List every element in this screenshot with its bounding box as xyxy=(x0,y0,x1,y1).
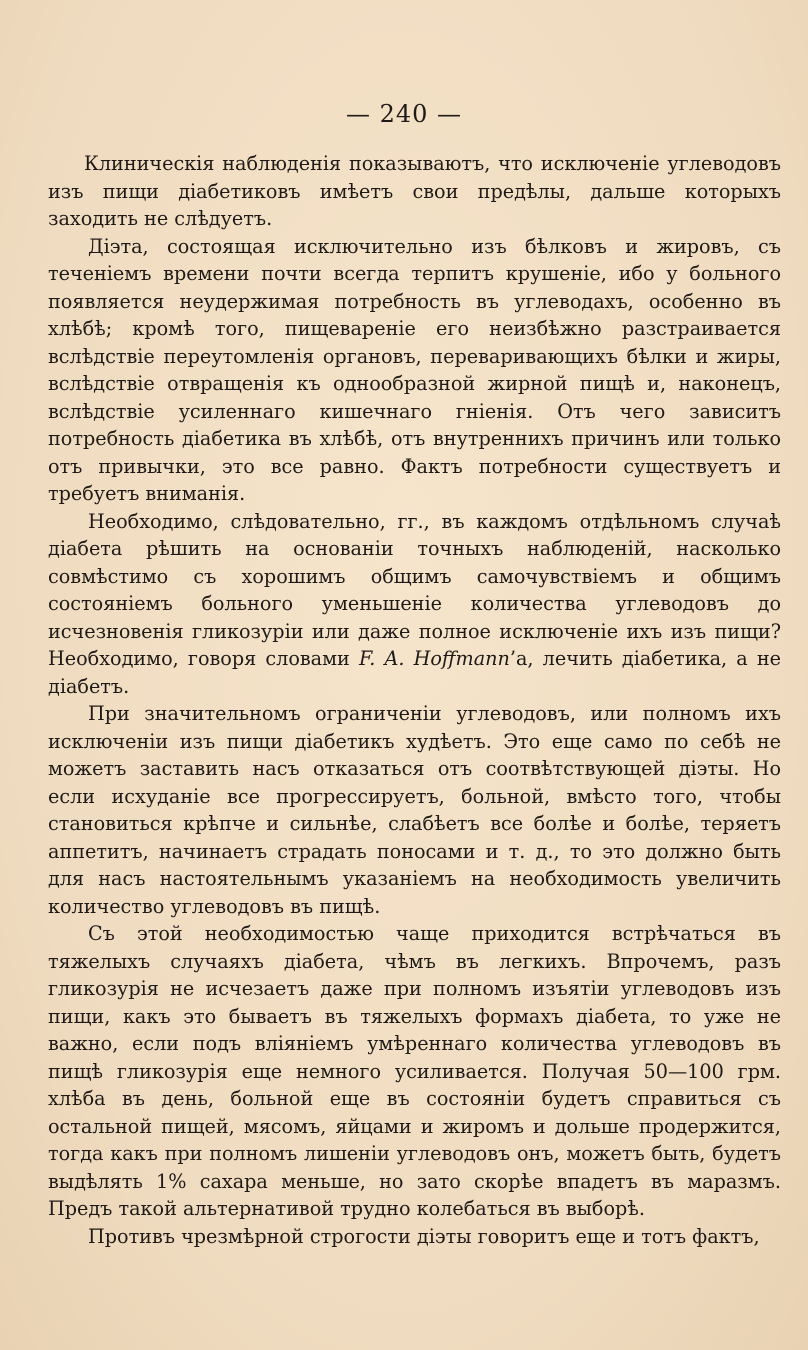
paragraph-1: Клиническія наблюденія показываютъ, что исключеніе углеводовъ изъ пищи діабетиковъ имѣетъ свои предѣлы, дальше которыхъ заходить не слѣдуетъ. xyxy=(48,152,781,230)
paragraph-3 xyxy=(48,508,781,701)
author-name: F. A. Hoffmann xyxy=(358,647,510,670)
paragraph-2: Діэта, состоящая исключительно изъ бѣлковъ и жировъ, съ теченіемъ времени почти всегда терпитъ крушеніе, ибо у больного появляется неудержимая потребность въ углеводахъ, особенно въ хлѣбѣ; кромѣ того, пищевареніе его неизбѣжно разстраивается вслѣдствіе переутомленія органовъ, переваривающихъ бѣлки и жиры, вслѣдствіе отвращенія къ однообразной жирной пищѣ и, наконецъ, вслѣдствіе усиленнаго кишечнаго гніенія. Отъ чего зависитъ потребность діабетика въ хлѣбѣ, отъ внутреннихъ причинъ или только отъ привычки, это все равно. Фактъ потребности существуетъ и требуетъ вниманія. xyxy=(48,234,781,505)
paragraph-5: Съ этой необходимостью чаще приходится встрѣчаться въ тяжелыхъ случаяхъ діабета, чѣмъ въ легкихъ. Впрочемъ, разъ гликозурія не исчезаетъ даже при полномъ изъятіи углеводовъ изъ пищи, какъ это бываетъ въ тяжелыхъ формахъ діабета, то уже не важно, если подъ вліяніемъ умѣреннаго количества углеводовъ въ пищѣ гликозурія еще немного усиливается. Получая 50—100 грм. хлѣба въ день, больной еще въ состояніи будетъ справиться съ остальной пищей, мясомъ, яйцами и жиромъ и дольше продержится, тогда какъ при полномъ лишеніи углеводовъ онъ, можетъ быть, будетъ выдѣлять 1% сахара меньше, но зато скорѣе впадетъ въ маразмъ. Предъ такой альтернативой трудно колебаться въ выборѣ. xyxy=(48,922,781,1220)
paragraph-3-text-after: ’а, лечить діабетика, а не діабетъ. xyxy=(48,647,781,698)
paragraph-4: При значительномъ ограниченіи углеводовъ, или полномъ ихъ исключеніи изъ пищи діабетикъ худѣетъ. Это еще само по себѣ не можетъ заставить насъ отказаться отъ соотвѣтствующей діэты. Но если исхуданіе все прогрессируетъ, больной, вмѣсто того, чтобы становиться крѣпче и сильнѣе, слабѣетъ все болѣе и болѣе, теряетъ аппетитъ, начинаетъ страдать поносами и т. д., то это должно быть для насъ настоятельнымъ указаніемъ на необходимость увеличить количество углеводовъ въ пищѣ. xyxy=(48,702,781,918)
page-body xyxy=(48,150,781,1250)
paragraph-3-text-before: Необходимо, слѣдовательно, гг., въ каждомъ отдѣльномъ случаѣ діабета рѣшить на основаніи точныхъ наблюденій, насколько совмѣстимо съ хорошимъ общимъ самочувствіемъ и общимъ состояніемъ больного уменьшеніе количества углеводовъ до исчезновенія гликозуріи или даже полное исключеніе ихъ изъ пищи? Необходимо, говоря словами xyxy=(48,509,781,670)
paragraph-6: Противъ чрезмѣрной строгости діэты говоритъ еще и тотъ фактъ, xyxy=(88,1224,760,1248)
page-number: — 240 — xyxy=(345,100,463,128)
